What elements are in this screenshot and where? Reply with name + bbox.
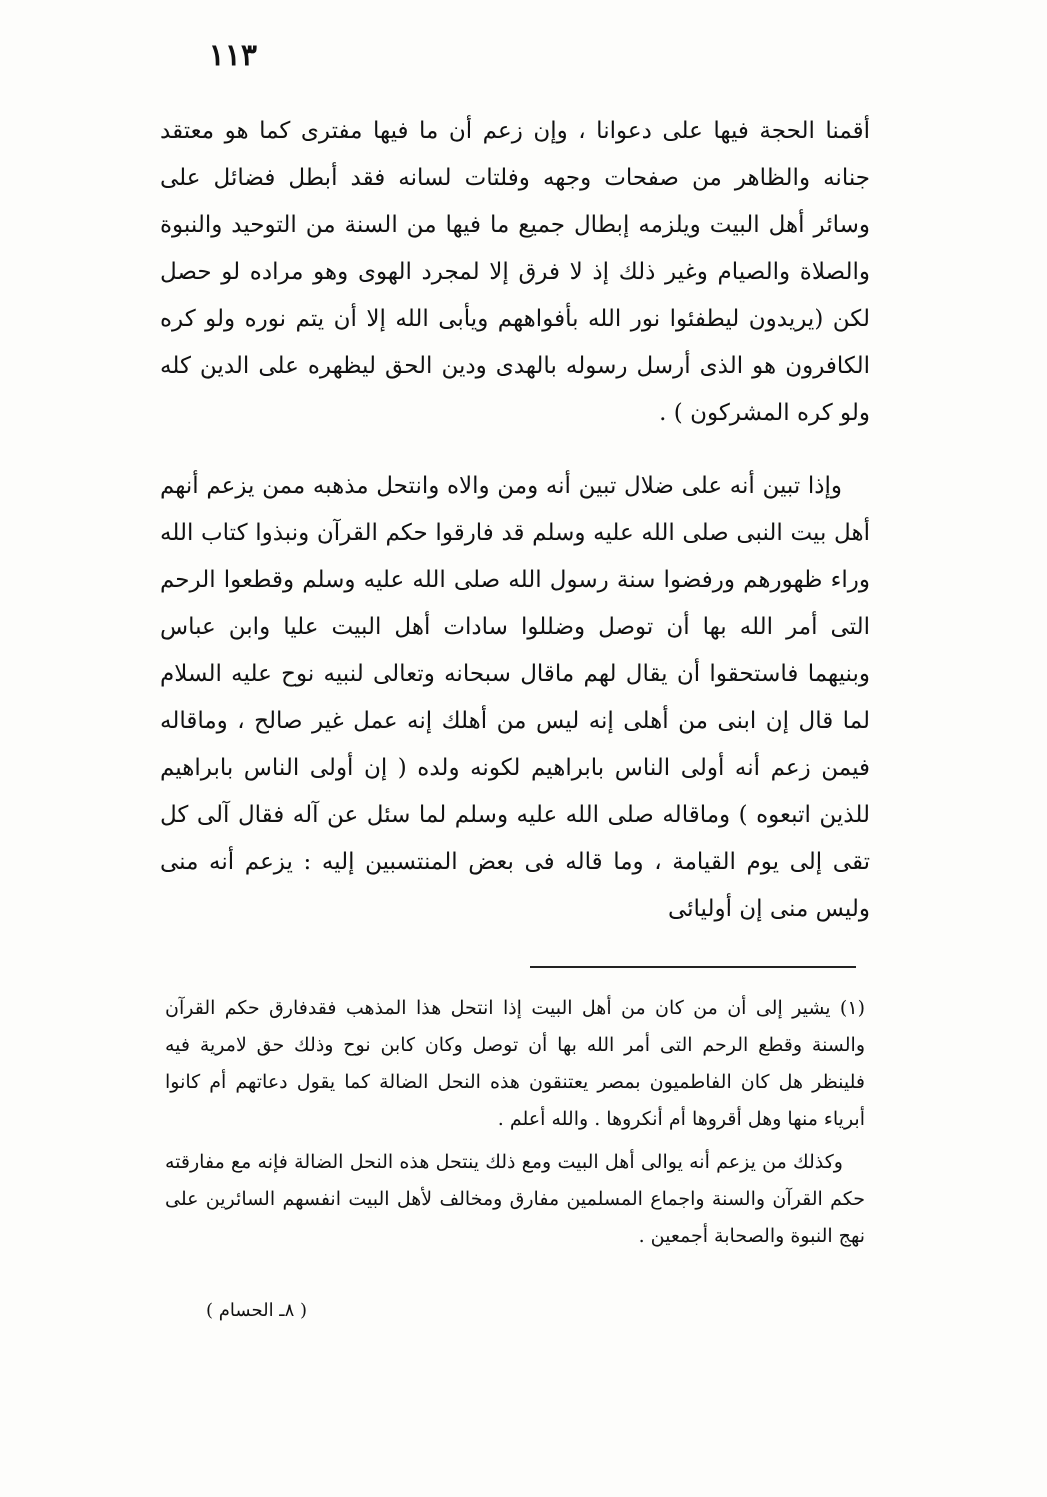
paragraph-2: وإذا تبين أنه على ضلال تبين أنه ومن والاه وانتحل مذهبه ممن يزعم أنهم أهل بيت النبى صلى الله عليه وسلم قد فارقوا حكم القرآن ونبذوا كتاب الله وراء ظهورهم ورفضوا سنة رسول الله صلى الله عليه وسلم وقطعوا الرحم التى أمر الله بها أن توصل وضللوا سادات أهل البيت عليا وابن عباس وبنيهما فاستحقوا أن يقال لهم ماقال سبحانه وتعالى لنبيه نوح عليه السلام لما قال إن ابنى من أهلى إنه ليس من أهلك إنه عمل غير صالح ، وماقاله فيمن زعم أنه أولى الناس بابراهيم لكونه ولده ( إن أولى الناس بابراهيم للذين اتبعوه ) وماقاله صلى الله عليه وسلم لما سئل عن آله فقال آلى كل تقى إلى يوم القيامة ، وما قاله فى بعض المنتسبين إليه : يزعم أنه منى وليس منى إن أوليائى [160, 473, 870, 922]
footnote-separator [530, 966, 856, 968]
paragraph-1: أقمنا الحجة فيها على دعوانا ، وإن زعم أن ما فيها مفترى كما هو معتقد جنانه والظاهر من صفحات وجهه وفلتات لسانه فقد أبطل فضائل على وسائر أهل البيت ويلزمه إبطال جميع ما فيها من السنة من التوحيد والنبوة والصلاة والصيام وغير ذلك إذ لا فرق إلا لمجرد الهوى وهو مراده لو حصل لكن (يريدون ليطفئوا نور الله بأفواههم ويأبى الله إلا أن يتم نوره ولو كره الكافرون هو الذى أرسل رسوله بالهدى ودين الحق ليظهره على الدين كله ولو كره المشركون ) . [160, 118, 870, 426]
signature-mark: ( ٨ـ الحسام ) [206, 1300, 307, 1321]
page-number: ١١٣ [208, 38, 257, 73]
footnotes [165, 990, 865, 1255]
main-text [160, 108, 870, 933]
footnote-2: وكذلك من يزعم أنه يوالى أهل البيت ومع ذلك ينتحل هذه النحل الضالة فإنه مع مفارقته حكم القرآن والسنة واجماع المسلمين مفارق ومخالف لأهل البيت انفسهم السائرين على نهج النبوة والصحابة أجمعين . [165, 1151, 865, 1247]
footnote-1: (١) يشير إلى أن من كان من أهل البيت إذا انتحل هذا المذهب فقدفارق حكم القرآن والسنة وقطع الرحم التى أمر الله بها أن توصل وكان كابن نوح وذلك حق لامرية فيه فلينظر هل كان الفاطميون بمصر يعتنقون هذه النحل الضالة كما يقول دعاتهم أم كانوا أبرياء منها وهل أقروها أم أنكروها . والله أعلم . [165, 997, 865, 1130]
